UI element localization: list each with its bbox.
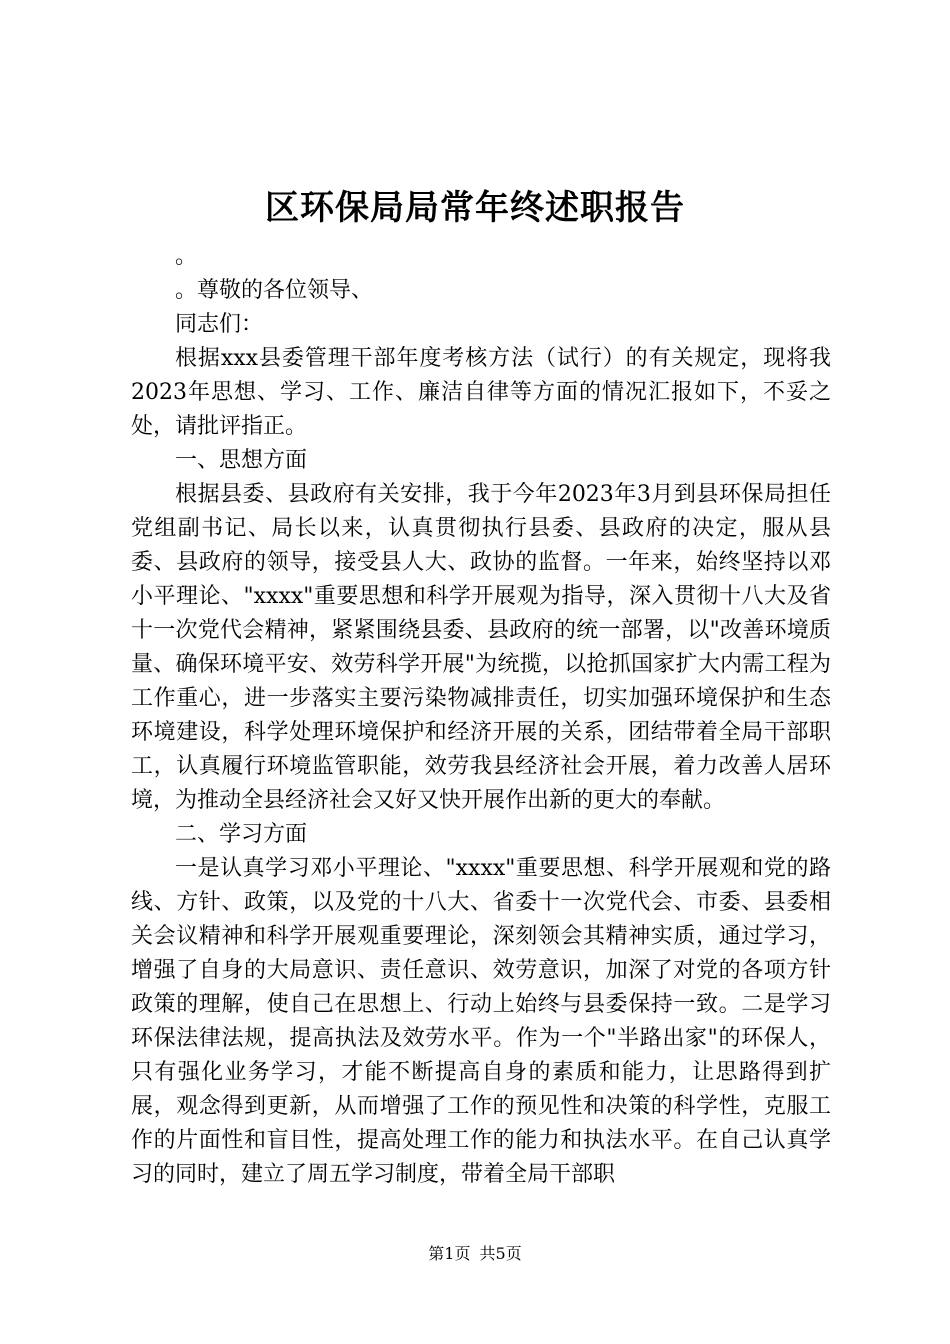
section-heading: 二、学习方面 (175, 822, 308, 847)
paragraph: 同志们： (175, 312, 264, 337)
section-heading: 一、思想方面 (175, 448, 308, 473)
page-total: 共5页 (479, 1244, 522, 1263)
paragraph: 根据县委、县政府有关安排，我于今年2023年3月到县环保局担任党组副书记、局长以来，认真贯彻执行县委、县政府的决定，服从县委、县政府的领导，接受县人大、政协的监督。一年来，始终坚持以邓小平理论、"xxxx"重要思想和科学开展观为指导，深入贯彻十八大及省十一次党代会精神，紧紧围绕县委、县政府的统一部署，以"改善环境质量、确保环境平安、效劳科学开展"为统揽，以抢抓国家扩大内需工程为工作重心，进一步落实主要污染物减排责任，切实加强环境保护和生态环境建设，科学处理环境保护和经济开展的关系，团结带着全局干部职工，认真履行环境监管职能，效劳我县经济社会开展，着力改善人居环境，为推动全县经济社会又好又快开展作出新的更大的奉献。 (131, 482, 831, 813)
page-footer (0, 1244, 950, 1264)
paragraph: 一是认真学习邓小平理论、"xxxx"重要思想、科学开展观和党的路线、方针、政策，以及党的十八大、省委十一次党代会、市委、县委相关会议精神和科学开展观重要理论，深刻领会其精神实质，通过学习，增强了自身的大局意识、责任意识、效劳意识，加深了对党的各项方针政策的理解，使自己在思想上、行动上始终与县委保持一致。二是学习环保法律法规，提高执法及效劳水平。作为一个"半路出家"的环保人，只有强化业务学习，才能不断提高自身的素质和能力，让思路得到扩展，观念得到更新，从而增强了工作的预见性和决策的科学性，克服工作的片面性和盲目性，提高处理工作的能力和执法水平。在自己认真学习的同时，建立了周五学习制度，带着全局干部职 (131, 856, 831, 1187)
paragraph: 。 (175, 244, 198, 269)
paragraph: 根据xxx县委管理干部年度考核方法（试行）的有关规定，现将我2023年思想、学习、工作、廉洁自律等方面的情况汇报如下，不妥之处，请批评指正。 (131, 346, 831, 439)
paragraph: 。尊敬的各位领导、 (175, 278, 374, 303)
page-number: 第1页 (428, 1244, 471, 1263)
document-title: 区环保局局常年终述职报告 (265, 188, 685, 228)
document-body (131, 240, 831, 1192)
